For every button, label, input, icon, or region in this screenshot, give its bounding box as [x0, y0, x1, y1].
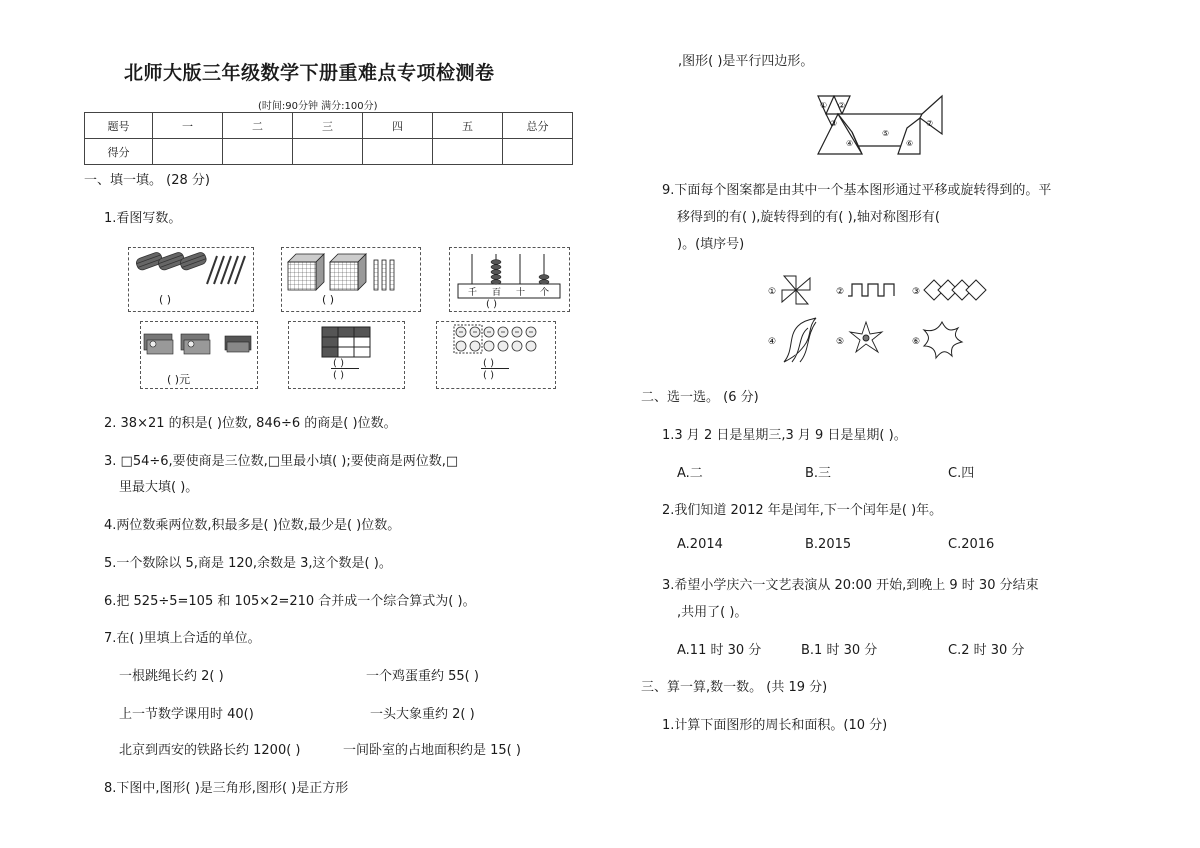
section3-heading: 三、算一算,数一数。 (共 19 分) — [641, 680, 828, 695]
figure-sticks-box — [128, 247, 254, 312]
section3-question-1: 1.计算下面图形的周长和面积。(10 分) — [662, 718, 888, 733]
table-cell: 五 — [433, 113, 503, 139]
tangram-label: ① — [820, 101, 828, 110]
score-input-cell[interactable] — [433, 139, 503, 165]
fraction-bar — [331, 368, 359, 369]
question-7-f: 一间卧室的占地面积约是 15( ) — [343, 743, 521, 758]
table-cell: 二 — [223, 113, 293, 139]
option-c[interactable]: C.2 时 30 分 — [948, 643, 1025, 658]
table-cell: 得分 — [85, 139, 153, 165]
question-9-line3: )。(填序号) — [677, 237, 745, 252]
section1-heading: 一、填一填。 (28 分) — [84, 173, 210, 188]
question-7: 7.在( )里填上合适的单位。 — [104, 631, 261, 646]
pattern-label: ⑥ — [912, 337, 921, 347]
transform-patterns-figure — [764, 270, 1004, 370]
abacus-label: 百 — [492, 288, 502, 298]
tangram-label: ⑥ — [906, 139, 914, 148]
question-7-a: 一根跳绳长约 2( ) — [119, 669, 224, 684]
abacus-icon — [450, 248, 569, 311]
section2-heading: 二、选一选。 (6 分) — [641, 390, 759, 405]
answer-blank[interactable]: ( )元 — [167, 373, 191, 386]
tangram-label: ④ — [846, 139, 854, 148]
score-input-cell[interactable] — [503, 139, 573, 165]
tangram-label: ⑦ — [926, 119, 934, 128]
question-3-line2: 里最大填( )。 — [119, 480, 199, 495]
banknotes-icon — [141, 322, 257, 372]
option-a[interactable]: A.2014 — [677, 537, 723, 552]
question-9-line2: 移得到的有( ),旋转得到的有( ),轴对称图形有( — [677, 210, 940, 225]
table-cell: 一 — [153, 113, 223, 139]
pattern-label: ③ — [912, 287, 921, 297]
score-input-cell[interactable] — [293, 139, 363, 165]
answer-blank[interactable]: ( ) — [333, 370, 344, 381]
large-star-icon — [924, 322, 962, 358]
question-8: 8.下图中,图形( )是三角形,图形( )是正方形 — [104, 781, 349, 796]
abacus-label: 个 — [540, 288, 550, 298]
fraction-grid-icon — [289, 322, 404, 362]
answer-blank[interactable]: ( ) — [486, 299, 497, 310]
option-c[interactable]: C.2016 — [948, 537, 995, 552]
fraction-groups-icon — [437, 322, 555, 362]
tangram-label: ② — [838, 101, 846, 110]
score-input-cell[interactable] — [363, 139, 433, 165]
option-c[interactable]: C.四 — [948, 466, 975, 481]
square-wave-icon — [848, 284, 894, 296]
question-3-line1: 3. □54÷6,要使商是三位数,□里最小填( );要使商是两位数,□ — [104, 454, 459, 469]
score-table-header-row — [85, 113, 573, 139]
fraction-bar — [481, 368, 509, 369]
question-4: 4.两位数乘两位数,积最多是( )位数,最少是( )位数。 — [104, 518, 401, 533]
answer-blank[interactable]: ( ) — [322, 293, 335, 306]
table-cell: 题号 — [85, 113, 153, 139]
question-5: 5.一个数除以 5,商是 120,余数是 3,这个数是( )。 — [104, 556, 392, 571]
table-cell: 三 — [293, 113, 363, 139]
pattern-label: ④ — [768, 337, 777, 347]
page-title: 北师大版三年级数学下册重难点专项检测卷 — [124, 62, 495, 84]
answer-blank[interactable]: ( ) — [333, 358, 344, 369]
wave-stripes-icon — [784, 318, 816, 362]
question-9-line1: 9.下面每个图案都是由其中一个基本图形通过平移或旋转得到的。平 — [662, 183, 1052, 198]
table-cell: 四 — [363, 113, 433, 139]
tangram-fox-figure — [812, 88, 952, 160]
answer-blank[interactable]: ( ) — [483, 358, 494, 369]
table-cell: 总分 — [503, 113, 573, 139]
score-table-score-row — [85, 139, 573, 165]
abacus-label: 十 — [516, 288, 526, 298]
exam-info: (时间:90分钟 满分:100分) — [258, 101, 378, 112]
sticks-bundle-icon — [129, 248, 253, 311]
question-7-b: 一个鸡蛋重约 55( ) — [366, 669, 479, 684]
option-a[interactable]: A.二 — [677, 466, 703, 481]
section2-question-3-line1: 3.希望小学庆六一文艺表演从 20:00 开始,到晚上 9 时 30 分结束 — [662, 578, 1039, 593]
score-input-cell[interactable] — [223, 139, 293, 165]
section2-question-1: 1.3 月 2 日是星期三,3 月 9 日是星期( )。 — [662, 428, 907, 443]
option-b[interactable]: B.2015 — [805, 537, 852, 552]
figure-fraction-groups-box — [436, 321, 556, 389]
tangram-label: ③ — [830, 119, 838, 128]
question-2: 2. 38×21 的积是( )位数, 846÷6 的商是( )位数。 — [104, 416, 397, 431]
score-input-cell[interactable] — [153, 139, 223, 165]
section2-question-3-line2: ,共用了( )。 — [677, 605, 748, 620]
question-8-continued: ,图形( )是平行四边形。 — [678, 54, 814, 69]
figure-fraction-grid-box — [288, 321, 405, 389]
abacus-label: 千 — [468, 288, 478, 298]
figure-cubes-box — [281, 247, 421, 312]
figure-abacus-box — [449, 247, 570, 312]
question-7-c: 上一节数学课用时 40() — [119, 707, 254, 722]
base-ten-cubes-icon — [282, 248, 420, 311]
pinwheel-icon — [782, 276, 810, 304]
question-6: 6.把 525÷5=105 和 105×2=210 合并成一个综合算式为( )。 — [104, 594, 476, 609]
option-b[interactable]: B.三 — [805, 466, 832, 481]
option-b[interactable]: B.1 时 30 分 — [801, 643, 878, 658]
figure-money-box — [140, 321, 258, 389]
pattern-label: ⑤ — [836, 337, 845, 347]
answer-blank[interactable]: ( ) — [159, 293, 172, 306]
small-star-icon — [850, 322, 882, 352]
pattern-label: ① — [768, 287, 777, 297]
option-a[interactable]: A.11 时 30 分 — [677, 643, 762, 658]
diamond-chain-icon — [924, 280, 986, 300]
answer-blank[interactable]: ( ) — [483, 370, 494, 381]
score-table — [84, 112, 573, 165]
section2-question-2: 2.我们知道 2012 年是闰年,下一个闰年是( )年。 — [662, 503, 943, 518]
tangram-label: ⑤ — [882, 129, 890, 138]
pattern-label: ② — [836, 287, 845, 297]
question-7-d: 一头大象重约 2( ) — [370, 707, 475, 722]
question-1: 1.看图写数。 — [104, 211, 182, 226]
question-7-e: 北京到西安的铁路长约 1200( ) — [119, 743, 301, 758]
